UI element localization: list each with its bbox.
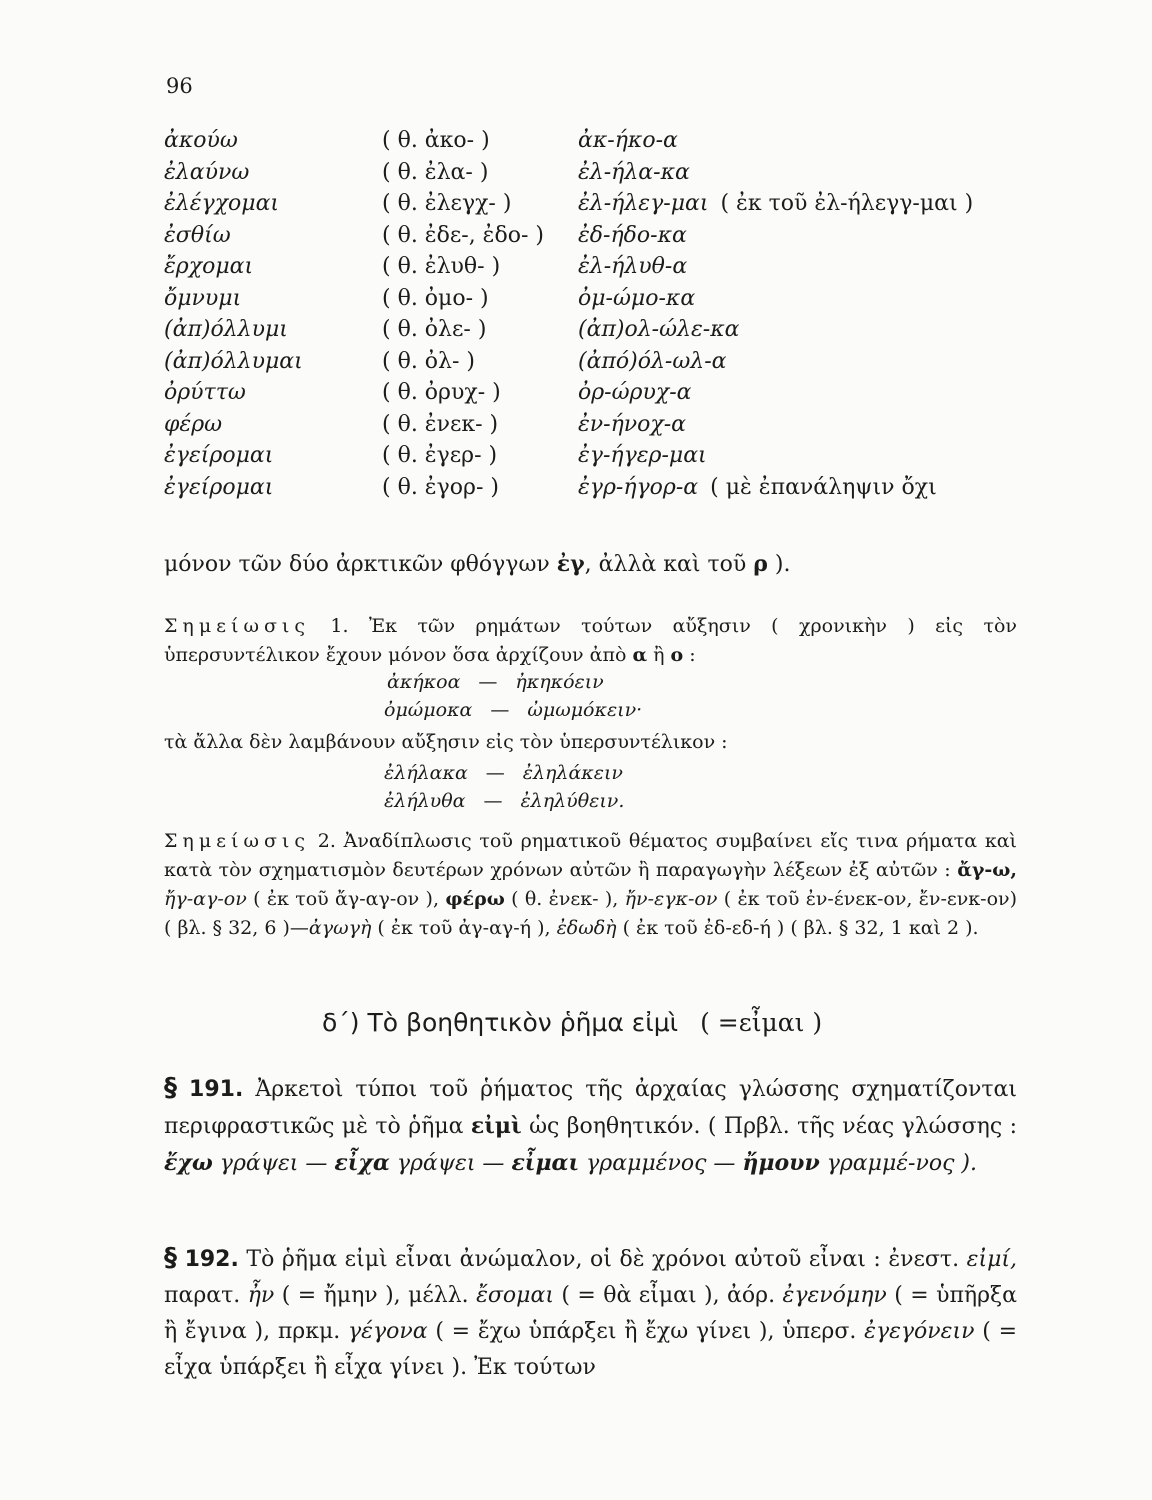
- paragraph-text: ( = ἤμην ), μέλλ.: [274, 1283, 477, 1308]
- note-text: :: [683, 644, 696, 666]
- note-1: [164, 612, 1017, 670]
- paragraph-bold: εἰμὶ: [470, 1113, 522, 1139]
- table-row: [164, 412, 1034, 444]
- verb-table: [164, 128, 1034, 506]
- perfect-form: [578, 443, 719, 468]
- example-left: ἀκήκοα: [387, 671, 461, 693]
- paragraph-bold-italic: ἔχω: [164, 1150, 213, 1176]
- table-continuation: [164, 551, 790, 577]
- theme: ( θ. ὀρυχ- ): [382, 380, 501, 405]
- table-row: [164, 160, 1034, 192]
- table-row: [164, 286, 1034, 318]
- note-letter: ο: [670, 644, 684, 666]
- verb: ἐλαύνω: [164, 159, 250, 185]
- verb: (ἀπ)όλλυμαι: [164, 348, 303, 374]
- verb: ὄμνυμι: [164, 285, 242, 311]
- paragraph-bold-italic: ἤμουν: [742, 1150, 820, 1176]
- perfect-text: ὀμ-ώμο-κα: [578, 285, 696, 311]
- paragraph-number: 192.: [184, 1247, 239, 1272]
- verb: (ἀπ)όλλυμι: [164, 317, 288, 342]
- perfect-text: ἐλ-ήλεγ-μαι: [578, 191, 709, 216]
- verb: ἐλέγχομαι: [164, 191, 280, 216]
- section-heading: [322, 1008, 822, 1037]
- note-text: ἢ: [647, 644, 671, 666]
- verb: φέρω: [164, 411, 223, 437]
- theme: ( θ. ὀλε- ): [382, 317, 487, 342]
- example-dash: —: [478, 671, 498, 693]
- example-left: ὀμώμοκα: [384, 699, 473, 721]
- example-left: ἐλήλακα: [384, 762, 468, 784]
- continuation-text: , ἀλλὰ καὶ τοῦ: [584, 552, 754, 577]
- paragraph-191: [164, 1070, 1017, 1182]
- perfect-form: [578, 128, 690, 153]
- theme: ( θ. ἐγερ- ): [382, 443, 498, 468]
- note-text: ( θ. ἐνεκ- ),: [504, 888, 625, 910]
- example-right: ἠκηκόειν: [515, 671, 604, 693]
- example-dash: —: [485, 762, 505, 784]
- section-sign: §: [164, 1073, 177, 1103]
- note-text: ( ἐκ τοῦ ἐν-ένεκ-ον, ἔν-ενκ-ον) ( βλ. § 32, 6 )—: [164, 888, 1017, 939]
- example-row: [384, 699, 642, 721]
- perfect-form: [578, 317, 752, 342]
- theme: ( θ. ἐδε-, ἐδο- ): [382, 222, 544, 248]
- paragraph-192: [164, 1240, 1017, 1386]
- paragraph-italic: ἐγεγόνειν: [864, 1319, 975, 1344]
- paragraph-italic: ἦν: [247, 1283, 275, 1308]
- perfect-text: ἐδ-ήδο-κα: [578, 222, 687, 248]
- note-text: ( ἐκ τοῦ ἀγ-αγ-ή ),: [371, 917, 557, 939]
- table-row: [164, 223, 1034, 255]
- paragraph-italic: ἔσομαι: [476, 1283, 554, 1308]
- example-dash: —: [483, 790, 503, 812]
- perfect-text: ὀρ-ώρυχ-α: [578, 380, 692, 405]
- example-right: ἐληλάκειν: [522, 762, 623, 784]
- table-row: [164, 191, 1034, 223]
- paragraph-text: ( = ὑπῆρξα ἢ ἔγινα ), πρκμ.: [164, 1283, 1018, 1344]
- perfect-text: ἐγ-ήγερ-μαι: [578, 443, 707, 468]
- note-bold: ἄγ-ω,: [957, 859, 1017, 881]
- example-row: [384, 762, 623, 784]
- note-text: Ἐκ τῶν ρημάτων τούτων αὔξησιν ( χρονικὴν ) εἰς τὸν ὑπερσυντέλικον ἔχουν μόνον ὅσα ἀρχίζουν ἀπὸ: [164, 615, 1017, 666]
- example-row: [384, 790, 624, 812]
- note-letter: α: [632, 644, 648, 666]
- example-row: [387, 671, 604, 693]
- table-row: [164, 475, 1034, 507]
- note-text: ( ἐκ τοῦ ἐδ-εδ-ή ) ( βλ. § 32, 1 καὶ 2 ).: [616, 917, 979, 939]
- note-number: 1.: [330, 615, 349, 637]
- theme: ( θ. ὀμο- ): [382, 285, 489, 311]
- example-left: ἐλήλυθα: [384, 790, 466, 812]
- paragraph-text: Τὸ ῥῆμα εἰμὶ εἶναι ἀνώμαλον, οἱ δὲ χρόνοι αὐτοῦ εἶναι : ἐνεστ.: [238, 1247, 967, 1272]
- note-italic: ἐδωδὴ: [556, 917, 617, 939]
- verb: ἔρχομαι: [164, 254, 254, 279]
- verb: ἐγείρομαι: [164, 443, 274, 468]
- verb: ἐγείρομαι: [164, 474, 274, 500]
- perfect-text: ἐλ-ήλυθ-α: [578, 254, 688, 279]
- table-row: [164, 380, 1034, 412]
- theme: ( θ. ἀκο- ): [382, 128, 490, 153]
- perfect-form: [578, 475, 937, 500]
- row-note: ( ἐκ τοῦ ἐλ-ήλεγγ-μαι ): [720, 191, 974, 216]
- perfect-text: ἐγρ-ήγορ-α: [578, 474, 699, 500]
- note-number: 2.: [317, 830, 336, 852]
- perfect-text: (ἀπό)όλ-ωλ-α: [578, 348, 727, 374]
- note-label: Σημείωσις: [164, 830, 311, 852]
- paragraph-italic: γραμμένος —: [579, 1151, 743, 1176]
- perfect-form: [578, 380, 703, 405]
- paragraph-text: Ἀρκετοὶ τύποι τοῦ ῥήματος τῆς ἀρχαίας γλώσσης σχηματίζονται περιφραστικῶς μὲ τὸ ῥῆμα: [164, 1077, 1018, 1139]
- paragraph-text: ( = ἔχω ὑπάρξει ἢ ἔχω γίνει ), ὑπερσ.: [427, 1319, 865, 1344]
- paragraph-italic: γραμμέ-νος ).: [819, 1151, 977, 1176]
- table-row: [164, 349, 1034, 381]
- theme: ( θ. ὀλ- ): [382, 348, 476, 374]
- paragraph-text: ( = θὰ εἶμαι ), ἀόρ.: [553, 1283, 783, 1308]
- perfect-form: [578, 160, 702, 185]
- perfect-text: ἐλ-ήλα-κα: [578, 159, 690, 185]
- theme: ( θ. ἐλα- ): [382, 159, 489, 185]
- table-row: [164, 443, 1034, 475]
- paragraph-italic: εἰμί,: [966, 1247, 1017, 1272]
- theme: ( θ. ἐγορ- ): [382, 474, 499, 500]
- table-row: [164, 317, 1034, 349]
- note-italic: ἤγ-αγ-ον: [164, 888, 247, 910]
- paragraph-text: ( = εἶχα ὑπάρξει ἢ εἶχα γίνει ). Ἐκ τούτων: [164, 1319, 1018, 1380]
- verb: ἐσθίω: [164, 222, 231, 248]
- perfect-text: ἀκ-ήκο-α: [578, 128, 678, 153]
- note-2: [164, 827, 1017, 943]
- note-label: Σημείωσις: [164, 615, 311, 637]
- page-number: 96: [166, 74, 193, 98]
- example-right: ἐληλύθειν.: [520, 790, 625, 812]
- paragraph-italic: γέγονα: [348, 1319, 428, 1344]
- perfect-form: [578, 412, 698, 437]
- continuation-bold: ρ: [753, 551, 768, 577]
- verb: ἀκούω: [164, 128, 238, 153]
- table-row: [164, 128, 1034, 160]
- section-heading-label: δ΄) Τὸ βοηθητικὸν ῥῆμα εἰμὶ: [322, 1008, 679, 1037]
- verb: ὀρύττω: [164, 380, 246, 405]
- perfect-text: (ἀπ)ολ-ώλε-κα: [578, 317, 740, 342]
- perfect-form: [578, 223, 699, 248]
- continuation-text: ).: [767, 552, 791, 577]
- note-1-continuation: [164, 728, 1017, 757]
- perfect-text: ἐν-ήνοχ-α: [578, 411, 687, 437]
- paragraph-text: παρατ.: [164, 1283, 248, 1308]
- section-heading-equivalent: ( =εἶμαι ): [700, 1008, 823, 1037]
- paragraph-italic: ἐγενόμην: [782, 1283, 887, 1308]
- theme: ( θ. ἐνεκ- ): [382, 411, 499, 437]
- continuation-text: μόνον τῶν δύο ἀρκτικῶν φθόγγων: [164, 552, 557, 577]
- example-right: ὠμωμόκειν·: [527, 699, 643, 721]
- note-text: τὰ ἄλλα δὲν λαμβάνουν αὔξησιν εἰς τὸν ὑπερσυντέλικον :: [164, 731, 728, 753]
- theme: ( θ. ἐλυθ- ): [382, 254, 501, 279]
- note-italic: ἤν-εγκ-ον: [624, 888, 718, 910]
- paragraph-italic: γράψει —: [212, 1151, 335, 1176]
- table-row: [164, 254, 1034, 286]
- perfect-form: [578, 191, 973, 216]
- note-text: ( ἐκ τοῦ ἄγ-αγ-ον ),: [246, 888, 446, 910]
- paragraph-bold-italic: εἶχα: [334, 1150, 390, 1176]
- perfect-form: [578, 254, 699, 279]
- note-bold: φέρω: [445, 888, 505, 910]
- continuation-bold: ἐγ: [556, 551, 585, 577]
- example-dash: —: [490, 699, 510, 721]
- note-text: Ἀναδίπλωσις τοῦ ρηματικοῦ θέματος συμβαίνει εἴς τινα ρήματα καὶ κατὰ τὸν σχηματισμὸν δευτέρων χρόνων αὐτῶν ἢ παραγωγὴν λέξεων ἐξ αὐτῶν :: [164, 830, 1017, 881]
- perfect-form: [578, 349, 739, 374]
- paragraph-text: ὡς βοηθητικόν. ( Πρβλ. τῆς νέας γλώσσης :: [521, 1114, 1017, 1139]
- row-note: ( μὲ ἐπανάληψιν ὄχι: [710, 474, 937, 500]
- paragraph-italic: γράψει —: [389, 1151, 512, 1176]
- note-italic: ἀγωγὴ: [308, 917, 372, 939]
- theme: ( θ. ἐλεγχ- ): [382, 191, 512, 216]
- paragraph-bold-italic: εἶμαι: [511, 1150, 580, 1176]
- perfect-form: [578, 286, 707, 311]
- paragraph-number: 191.: [189, 1077, 244, 1102]
- section-sign: §: [164, 1243, 177, 1273]
